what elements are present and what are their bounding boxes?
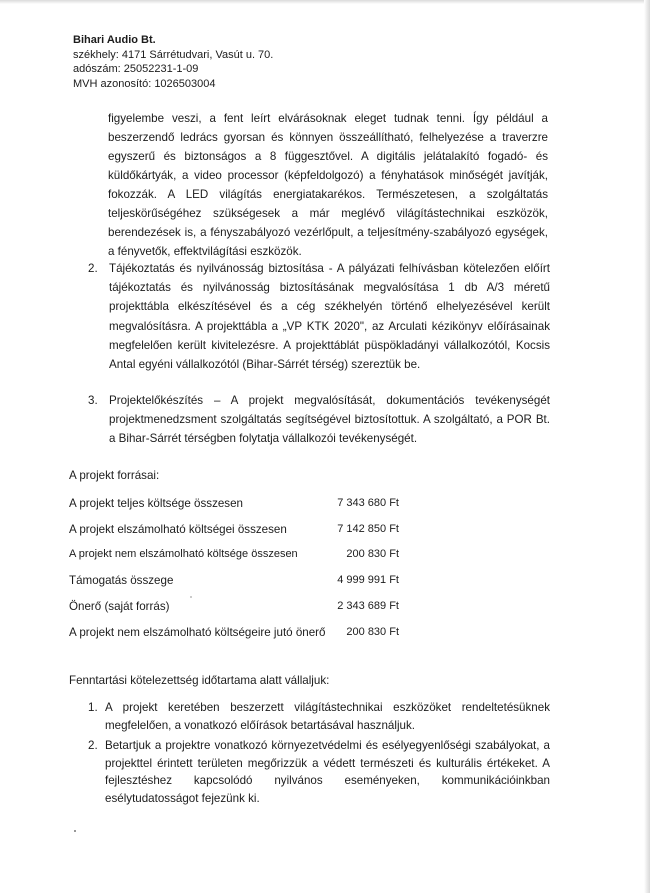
cost-label: Önerő (saját forrás) — [69, 600, 170, 613]
company-name: Bihari Audio Bt. — [73, 34, 156, 46]
scan-edge-right — [644, 0, 650, 893]
letterhead — [73, 33, 273, 91]
cost-label: A projekt teljes költsége összesen — [69, 497, 244, 510]
obligation-item-1 — [88, 699, 550, 734]
mvh-id: MVH azonosító: 1026503004 — [73, 77, 216, 90]
cost-value: 7 142 850 Ft — [337, 523, 399, 535]
obligation-number: 2. — [88, 739, 98, 752]
cost-label: A projekt nem elszámolható költségeire jutó önerő — [69, 626, 326, 639]
obligation-item-2 — [88, 737, 550, 807]
cost-row — [69, 574, 399, 590]
scan-speck — [74, 830, 76, 832]
cost-value: 2 343 689 Ft — [337, 600, 399, 612]
tax-number: adószám: 25052231-1-09 — [73, 63, 199, 75]
cost-label: Támogatás összege — [69, 574, 174, 587]
obligations-title: Fenntartási kötelezettség időtartama alatt vállaljuk: — [69, 674, 330, 687]
cost-label: A projekt elszámolható költségei összesen — [69, 523, 287, 536]
cost-value: 200 830 Ft — [346, 548, 399, 560]
cost-value: 4 999 991 Ft — [337, 574, 399, 586]
list-item-3 — [88, 391, 550, 449]
cost-row — [69, 626, 399, 642]
list-item-number: 3. — [88, 394, 98, 407]
scan-speck — [190, 596, 192, 598]
obligation-text: Betartjuk a projektre vonatkozó környezetvédelmi és esélyegyenlőségi szabályokat, a projekttel érintett területen megőrizzük a védett természeti és kulturális értékeket. A fejlesztéshez kapcsolódó nyilvános eseményeken, kommunikációinkban esélytudatosságot fejezünk ki. — [105, 739, 550, 805]
list-item-text: Tájékoztatás és nyilvánosság biztosítása - A pályázati felhívásban kötelezően előírt tájékoztatás és nyilvánosság biztosításának megvalósítása 1 db A/3 méretű projekttábla elkészítésével és a cég székhelyén történő elhelyezésével került megvalósításra. A projekttábla a „VP KTK 2020", az Arculati kézikönyv előírásainak megfelelően került kivitelezésre. A projekttáblát püspökladányi vállalkozótól, Kocsis Antal egyéni vállalkozótól (Bihar-Sárrét térség) szereztük be. — [109, 262, 550, 372]
costs-title: A projekt forrásai: — [69, 469, 160, 482]
list-item-2 — [88, 259, 550, 374]
cost-label: A projekt nem elszámolható költsége összesen — [69, 548, 298, 560]
cost-row — [69, 548, 399, 564]
list-item-number: 2. — [88, 262, 98, 275]
cost-row — [69, 523, 399, 539]
obligation-text: A projekt keretében beszerzett világítástechnikai eszközöket rendeltetésüknek megfelelően, a vonatkozó előírások betartásával használjuk. — [105, 701, 550, 732]
intro-paragraph: figyelembe veszi, a fent leírt elvárásoknak eleget tudnak tenni. Így például a beszerzendő ledrács gyorsan és könnyen összeállítható, felhelyezése a traverzre egyszerű és biztonságos a 8 függesztővel. A digitális jelátalakító fogadó- és küldőkártyák, a video processor (képfeldolgozó) a fényhatások minőségét javítják, fokozzák. A LED világítás energiatakarékos. Természetesen, a szolgáltatás teljeskörűségéhez szükségesek a már meglévő világítástechnikai eszközök, berendezések is, a fényszabályozó vezérlőpult, a teljesítmény-szabályozó egységek, a fényvetők, effektvilágítási eszközök. — [108, 112, 548, 258]
cost-value: 200 830 Ft — [346, 626, 399, 638]
cost-row — [69, 497, 399, 513]
company-seat: székhely: 4171 Sárrétudvari, Vasút u. 70. — [73, 48, 274, 61]
obligation-number: 1. — [88, 701, 98, 714]
cost-row — [69, 600, 399, 616]
list-item-text: Projektelőkészítés – A projekt megvalósítását, dokumentációs tevékenységét projektmenedzsment szolgáltatás segítségével biztosítottuk. A szolgáltató, a POR Bt. a Bihar-Sárrét térségben folytatja vállalkozói tevékenységét. — [109, 394, 550, 446]
scan-edge-top — [0, 0, 650, 4]
cost-value: 7 343 680 Ft — [337, 497, 399, 509]
